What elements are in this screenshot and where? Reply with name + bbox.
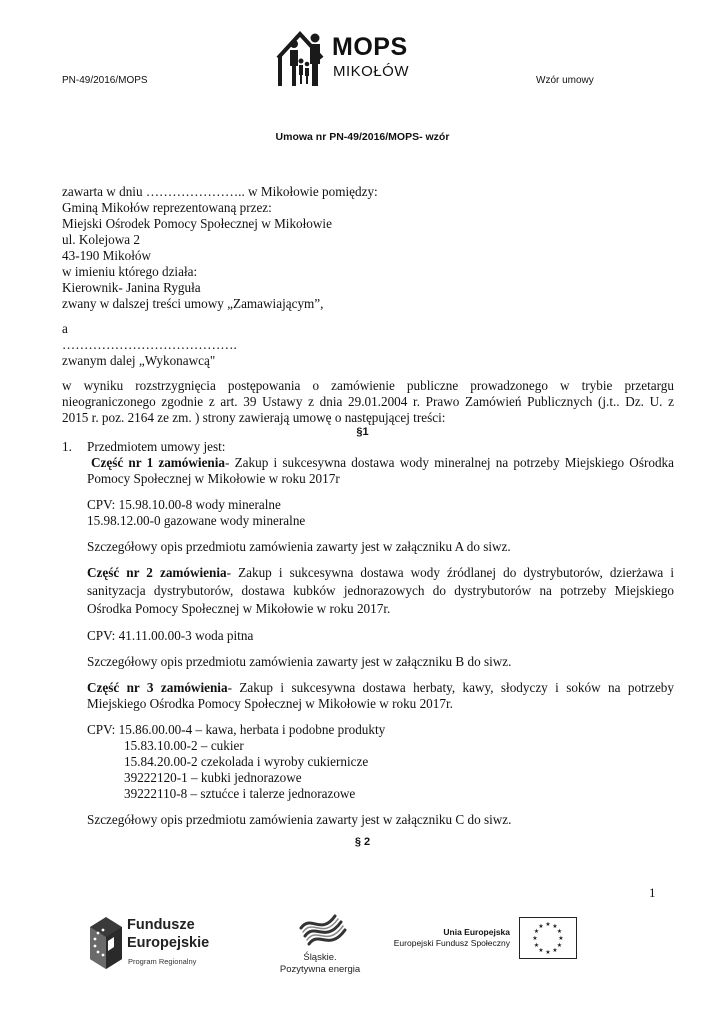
slaskie-line2: Pozytywna energia xyxy=(279,964,361,975)
part-3-line: Miejskiego Ośrodka Pomocy Społecznej w Mikołowie w roku 2017r. xyxy=(87,696,453,711)
parties-line: Gminą Mikołów reprezentowaną przez: xyxy=(62,200,272,215)
section-2-heading: § 2 xyxy=(354,836,371,848)
part-1-line xyxy=(91,455,674,471)
section-1-heading: §1 xyxy=(356,426,369,438)
svg-text:★: ★ xyxy=(556,942,563,949)
svg-text:★: ★ xyxy=(545,949,551,956)
part-2-text: - Zakup i sukcesywna dostawa wody źródlanej do dystrybutorów, dzierżawa i xyxy=(226,565,674,580)
svg-text:★: ★ xyxy=(532,935,538,942)
parties-line: zwany w dalszej treści umowy „Zamawiającym”, xyxy=(62,296,324,311)
part-1-cpv: CPV: 15.98.10.00-8 wody mineralne xyxy=(87,497,281,512)
part-3-line xyxy=(87,680,674,696)
svg-text:★: ★ xyxy=(538,923,544,930)
part-3-cpv: CPV: 15.86.00.00-4 – kawa, herbata i podobne produkty xyxy=(87,722,386,737)
contractor-name: zwanym dalej „Wykonawcą" xyxy=(62,353,216,368)
mops-logo-title: MOPS xyxy=(332,33,408,61)
parties-line: 43-190 Mikołów xyxy=(62,248,152,263)
part-3-label: Część nr 3 zamówienia xyxy=(87,680,228,695)
item-text: Przedmiotem umowy jest: xyxy=(87,439,226,454)
eu-line1: Unia Europejska xyxy=(443,927,510,937)
svg-text:★: ★ xyxy=(558,935,564,942)
svg-text:★: ★ xyxy=(533,928,540,935)
eu-line2: Europejski Fundusz Społeczny xyxy=(393,938,510,948)
svg-text:★: ★ xyxy=(556,928,563,935)
contractor-blank: …………………………………. xyxy=(62,337,237,352)
item-number: 1. xyxy=(62,439,72,454)
part-2-line: sanityzacja dystrybutorów, dostawa kubków jednorazowych do dystrybutorów na potrzeby Miejskiego xyxy=(87,583,674,598)
part-2-line xyxy=(87,565,674,581)
part-2-detail: Szczegółowy opis przedmiotu zamówienia zawarty jest w załączniku B do siwz. xyxy=(87,654,512,669)
slaskie-line1: Śląskie. xyxy=(303,952,337,963)
parties-line: ul. Kolejowa 2 xyxy=(62,232,141,247)
svg-text:★: ★ xyxy=(538,947,544,954)
part-1-label: Część nr 1 zamówienia xyxy=(91,455,226,470)
intro-line: w wyniku rozstrzygnięcia postępowania o zamówienie publiczne prowadzonego w trybie przetargu xyxy=(62,378,674,393)
part-3-cpv: 39222120-1 – kubki jednorazowe xyxy=(124,770,302,785)
parties-line: zawarta w dniu ………………….. w Mikołowie pomiędzy: xyxy=(62,184,378,199)
fe-logo-line1: Fundusze xyxy=(127,917,195,933)
part-1-detail: Szczegółowy opis przedmiotu zamówienia zawarty jest w załączniku A do siwz. xyxy=(87,539,511,554)
parties-line: Miejski Ośrodek Pomocy Społecznej w Mikołowie xyxy=(62,216,332,231)
fe-logo-line2: Europejskie xyxy=(127,935,210,951)
part-2-cpv: CPV: 41.11.00.00-3 woda pitna xyxy=(87,628,254,643)
page-number: 1 xyxy=(649,885,656,900)
part-1-text: - Zakup i sukcesywna dostawa wody mineralnej na potrzeby Miejskiego Ośrodka xyxy=(225,455,674,470)
eu-flag-icon xyxy=(519,917,577,959)
part-2-label: Część nr 2 zamówienia xyxy=(87,565,227,580)
parties-line: Kierownik- Janina Ryguła xyxy=(62,280,201,295)
intro-line: nieograniczonego zgodnie z art. 39 Ustawy z dnia 29.01.2004 r. Prawo Zamówień Publicznych (j.t.. Dz. U. z xyxy=(62,394,674,409)
part-3-text: - Zakup i sukcesywna dostawa herbaty, kawy, słodyczy i soków na potrzeby xyxy=(227,680,674,695)
svg-text:★: ★ xyxy=(533,942,540,949)
part-3-cpv: 15.84.20.00-2 czekolada i wyroby cukiernicze xyxy=(124,754,369,769)
header-template-label: Wzór umowy xyxy=(536,75,594,86)
svg-text:★: ★ xyxy=(545,921,551,928)
svg-text:★: ★ xyxy=(552,923,558,930)
part-1-cpv: 15.98.12.00-0 gazowane wody mineralne xyxy=(87,513,306,528)
part-3-detail: Szczegółowy opis przedmiotu zamówienia zawarty jest w załączniku C do siwz. xyxy=(87,812,512,827)
header-reference: PN-49/2016/MOPS xyxy=(62,75,148,86)
part-2-line: Ośrodka Pomocy Społecznej w Mikołowie w roku 2017r. xyxy=(87,601,391,616)
document-title: Umowa nr PN-49/2016/MOPS- wzór xyxy=(275,131,450,143)
part-3-cpv: 39222110-8 – sztućce i talerze jednorazowe xyxy=(124,786,356,801)
part-1-line: Pomocy Społecznej w Mikołowie w roku 2017r xyxy=(87,471,340,486)
svg-text:★: ★ xyxy=(552,947,558,954)
conjunction-text: a xyxy=(62,321,68,336)
fe-logo-line3: Program Regionalny xyxy=(128,957,197,966)
parties-line: w imieniu którego działa: xyxy=(62,264,198,279)
part-3-cpv: 15.83.10.00-2 – cukier xyxy=(124,738,244,753)
slaskie-logo-icon xyxy=(293,906,353,954)
mops-logo-subtitle: MIKOŁÓW xyxy=(333,63,410,80)
intro-line: 2015 r. poz. 2164 ze zm. ) strony zawierają umowę o następującej treści: xyxy=(62,410,446,425)
